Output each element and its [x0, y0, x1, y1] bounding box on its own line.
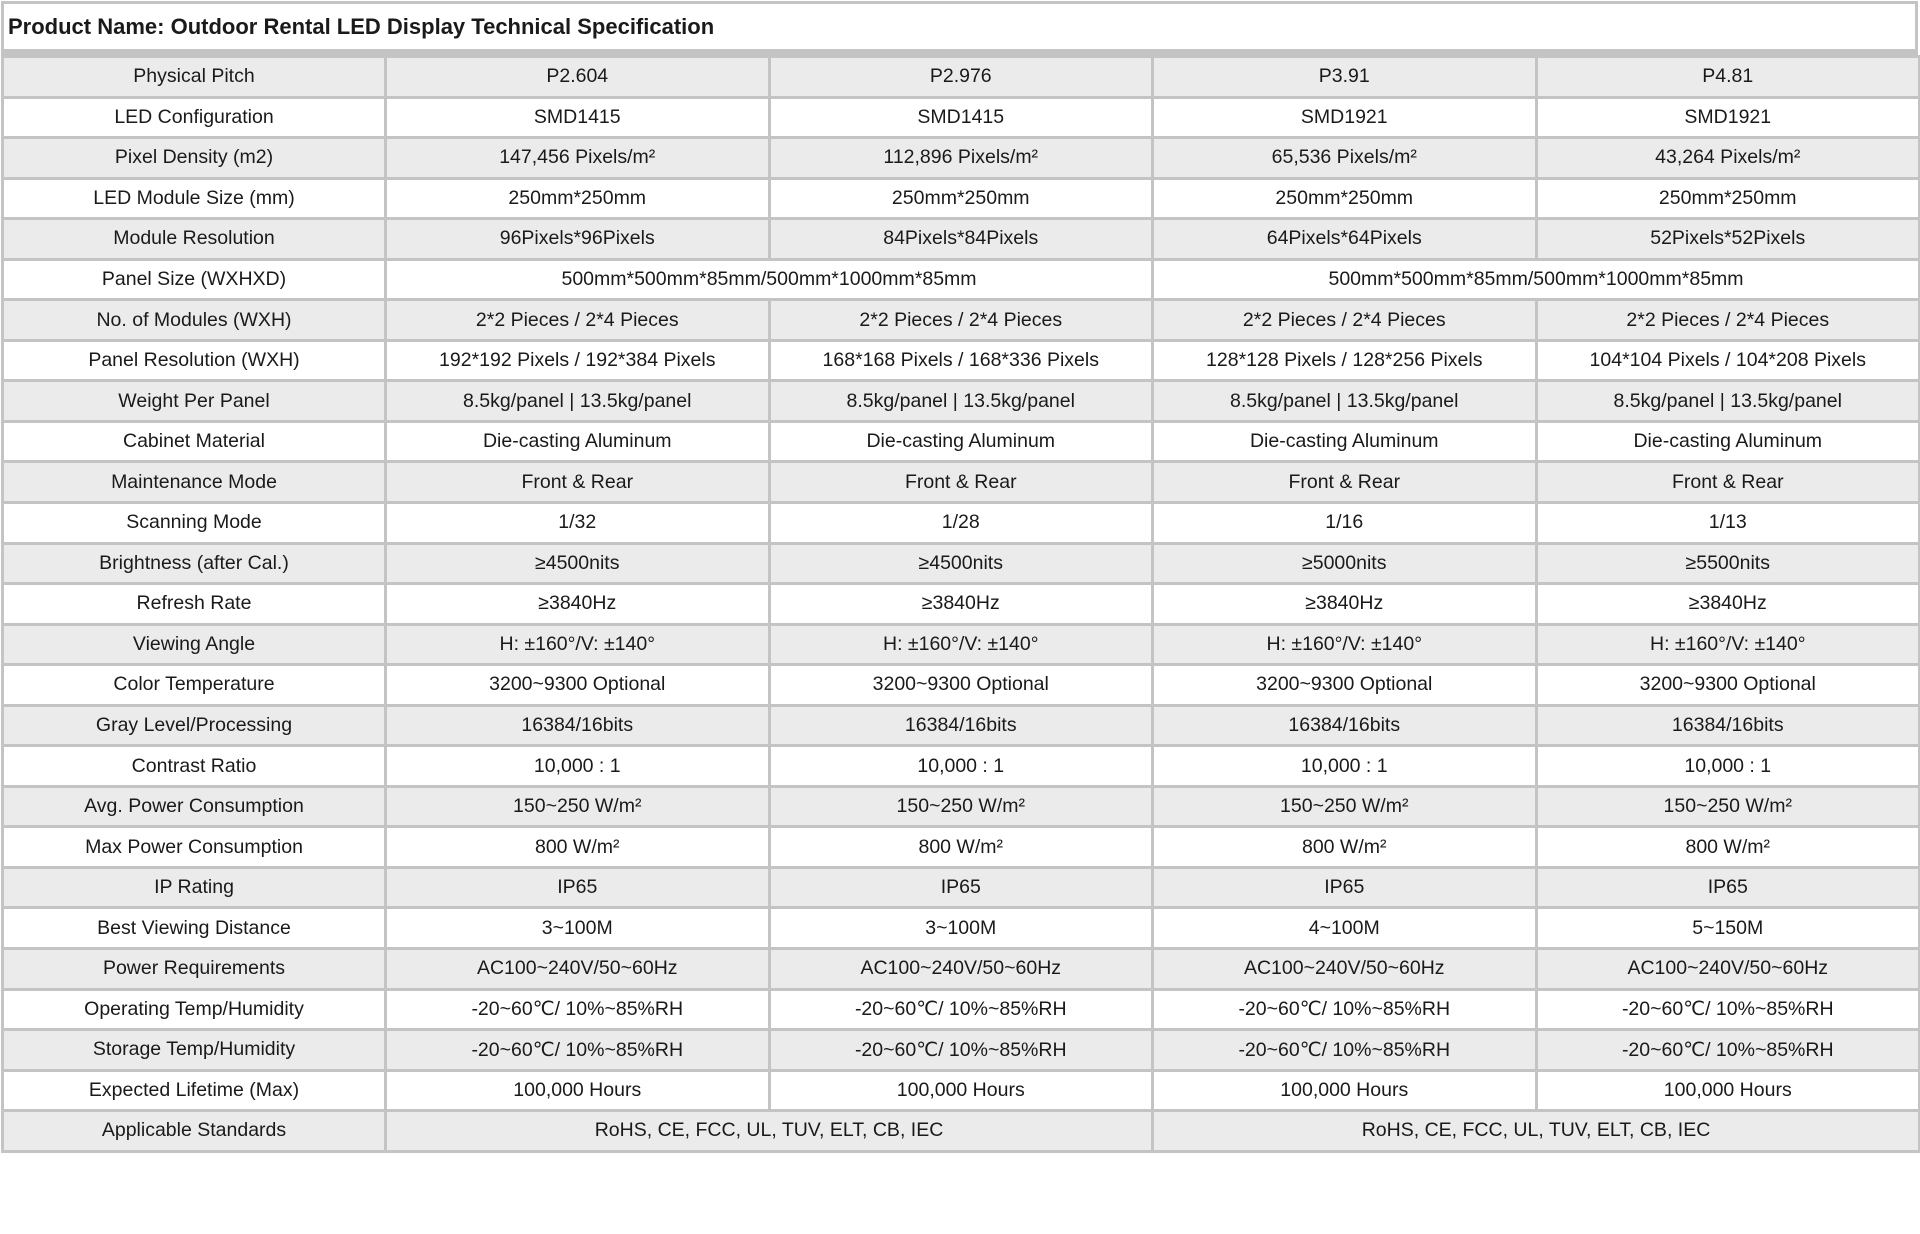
table-cell: 16384/16bits: [769, 705, 1153, 746]
table-row: [3, 503, 1920, 544]
table-row: [3, 584, 1920, 625]
table-cell: 16384/16bits: [1153, 705, 1537, 746]
table-cell: ≥4500nits: [769, 543, 1153, 584]
row-label: Module Resolution: [3, 219, 386, 260]
table-cell: P2.976: [769, 57, 1153, 98]
table-cell: ≥5500nits: [1536, 543, 1920, 584]
table-row: [3, 1030, 1920, 1071]
table-cell: Die-casting Aluminum: [769, 421, 1153, 462]
merged-cell: 500mm*500mm*85mm/500mm*1000mm*85mm: [386, 259, 1153, 300]
table-cell: 2*2 Pieces / 2*4 Pieces: [769, 300, 1153, 341]
table-row: [3, 705, 1920, 746]
merged-cell: RoHS, CE, FCC, UL, TUV, ELT, CB, IEC: [1153, 1111, 1920, 1152]
table-cell: H: ±160°/V: ±140°: [1153, 624, 1537, 665]
table-cell: 250mm*250mm: [1536, 178, 1920, 219]
table-row: [3, 219, 1920, 260]
table-cell: Die-casting Aluminum: [386, 421, 770, 462]
table-cell: Die-casting Aluminum: [1536, 421, 1920, 462]
table-cell: 5~150M: [1536, 908, 1920, 949]
table-cell: 150~250 W/m²: [1536, 786, 1920, 827]
row-label: Color Temperature: [3, 665, 386, 706]
table-cell: 4~100M: [1153, 908, 1537, 949]
table-cell: Front & Rear: [1153, 462, 1537, 503]
table-row: [3, 827, 1920, 868]
table-cell: 43,264 Pixels/m²: [1536, 138, 1920, 179]
table-cell: Front & Rear: [386, 462, 770, 503]
row-label: Maintenance Mode: [3, 462, 386, 503]
table-row: [3, 949, 1920, 990]
table-cell: IP65: [1536, 867, 1920, 908]
table-cell: 100,000 Hours: [1536, 1070, 1920, 1111]
table-cell: 168*168 Pixels / 168*336 Pixels: [769, 340, 1153, 381]
spec-sheet: [1, 1, 1918, 1153]
row-label: Best Viewing Distance: [3, 908, 386, 949]
table-cell: ≥4500nits: [386, 543, 770, 584]
table-cell: 147,456 Pixels/m²: [386, 138, 770, 179]
row-label: Contrast Ratio: [3, 746, 386, 787]
table-cell: 100,000 Hours: [386, 1070, 770, 1111]
merged-cell: RoHS, CE, FCC, UL, TUV, ELT, CB, IEC: [386, 1111, 1153, 1152]
table-cell: 84Pixels*84Pixels: [769, 219, 1153, 260]
table-cell: Front & Rear: [1536, 462, 1920, 503]
row-label: Avg. Power Consumption: [3, 786, 386, 827]
row-label: No. of Modules (WXH): [3, 300, 386, 341]
table-row: [3, 867, 1920, 908]
table-cell: 100,000 Hours: [769, 1070, 1153, 1111]
table-cell: H: ±160°/V: ±140°: [1536, 624, 1920, 665]
table-cell: P2.604: [386, 57, 770, 98]
table-cell: Die-casting Aluminum: [1153, 421, 1537, 462]
table-cell: 128*128 Pixels / 128*256 Pixels: [1153, 340, 1537, 381]
table-cell: 3200~9300 Optional: [769, 665, 1153, 706]
table-cell: H: ±160°/V: ±140°: [769, 624, 1153, 665]
table-cell: 10,000 : 1: [1153, 746, 1537, 787]
table-cell: 52Pixels*52Pixels: [1536, 219, 1920, 260]
table-cell: AC100~240V/50~60Hz: [1536, 949, 1920, 990]
table-cell: 16384/16bits: [386, 705, 770, 746]
table-row: [3, 259, 1920, 300]
table-cell: 3200~9300 Optional: [1153, 665, 1537, 706]
table-cell: 8.5kg/panel | 13.5kg/panel: [1536, 381, 1920, 422]
table-row: [3, 462, 1920, 503]
table-cell: -20~60℃/ 10%~85%RH: [769, 989, 1153, 1030]
table-cell: IP65: [769, 867, 1153, 908]
table-cell: 16384/16bits: [1536, 705, 1920, 746]
row-label: Pixel Density (m2): [3, 138, 386, 179]
table-cell: -20~60℃/ 10%~85%RH: [1153, 1030, 1537, 1071]
table-row: [3, 381, 1920, 422]
row-label: Physical Pitch: [3, 57, 386, 98]
table-row: [3, 57, 1920, 98]
spec-table-body: [3, 57, 1920, 1152]
table-cell: 10,000 : 1: [386, 746, 770, 787]
table-cell: 250mm*250mm: [1153, 178, 1537, 219]
merged-cell: 500mm*500mm*85mm/500mm*1000mm*85mm: [1153, 259, 1920, 300]
table-cell: ≥3840Hz: [1536, 584, 1920, 625]
table-cell: 10,000 : 1: [1536, 746, 1920, 787]
table-cell: -20~60℃/ 10%~85%RH: [1536, 989, 1920, 1030]
row-label: Gray Level/Processing: [3, 705, 386, 746]
table-cell: AC100~240V/50~60Hz: [386, 949, 770, 990]
table-cell: 8.5kg/panel | 13.5kg/panel: [1153, 381, 1537, 422]
table-row: [3, 421, 1920, 462]
table-cell: 1/16: [1153, 503, 1537, 544]
table-cell: IP65: [386, 867, 770, 908]
row-label: Viewing Angle: [3, 624, 386, 665]
row-label: Applicable Standards: [3, 1111, 386, 1152]
table-row: [3, 138, 1920, 179]
table-cell: 1/13: [1536, 503, 1920, 544]
table-row: [3, 665, 1920, 706]
table-cell: 65,536 Pixels/m²: [1153, 138, 1537, 179]
table-cell: 800 W/m²: [1153, 827, 1537, 868]
table-cell: 800 W/m²: [386, 827, 770, 868]
table-row: [3, 786, 1920, 827]
table-cell: ≥3840Hz: [769, 584, 1153, 625]
row-label: Panel Resolution (WXH): [3, 340, 386, 381]
table-cell: ≥5000nits: [1153, 543, 1537, 584]
table-cell: 2*2 Pieces / 2*4 Pieces: [386, 300, 770, 341]
table-cell: SMD1415: [386, 97, 770, 138]
table-row: [3, 300, 1920, 341]
row-label: Scanning Mode: [3, 503, 386, 544]
table-cell: -20~60℃/ 10%~85%RH: [386, 1030, 770, 1071]
table-cell: 100,000 Hours: [1153, 1070, 1537, 1111]
table-cell: -20~60℃/ 10%~85%RH: [1536, 1030, 1920, 1071]
table-cell: H: ±160°/V: ±140°: [386, 624, 770, 665]
table-cell: SMD1415: [769, 97, 1153, 138]
table-row: [3, 178, 1920, 219]
row-label: Cabinet Material: [3, 421, 386, 462]
row-label: LED Module Size (mm): [3, 178, 386, 219]
table-cell: 8.5kg/panel | 13.5kg/panel: [769, 381, 1153, 422]
table-cell: -20~60℃/ 10%~85%RH: [386, 989, 770, 1030]
table-cell: AC100~240V/50~60Hz: [1153, 949, 1537, 990]
table-cell: 150~250 W/m²: [386, 786, 770, 827]
table-cell: 3200~9300 Optional: [386, 665, 770, 706]
table-cell: 64Pixels*64Pixels: [1153, 219, 1537, 260]
table-row: [3, 624, 1920, 665]
table-row: [3, 1111, 1920, 1152]
table-cell: 800 W/m²: [1536, 827, 1920, 868]
table-cell: SMD1921: [1153, 97, 1537, 138]
row-label: Storage Temp/Humidity: [3, 1030, 386, 1071]
table-cell: 10,000 : 1: [769, 746, 1153, 787]
table-cell: 3200~9300 Optional: [1536, 665, 1920, 706]
table-cell: 800 W/m²: [769, 827, 1153, 868]
table-cell: -20~60℃/ 10%~85%RH: [769, 1030, 1153, 1071]
table-cell: 96Pixels*96Pixels: [386, 219, 770, 260]
row-label: Power Requirements: [3, 949, 386, 990]
row-label: Expected Lifetime (Max): [3, 1070, 386, 1111]
table-cell: 112,896 Pixels/m²: [769, 138, 1153, 179]
table-cell: 3~100M: [386, 908, 770, 949]
table-cell: 1/28: [769, 503, 1153, 544]
table-row: [3, 543, 1920, 584]
table-row: [3, 340, 1920, 381]
table-cell: 2*2 Pieces / 2*4 Pieces: [1153, 300, 1537, 341]
row-label: Max Power Consumption: [3, 827, 386, 868]
table-cell: 150~250 W/m²: [1153, 786, 1537, 827]
table-row: [3, 746, 1920, 787]
table-row: [3, 908, 1920, 949]
table-cell: SMD1921: [1536, 97, 1920, 138]
page-title: Product Name: Outdoor Rental LED Display Technical Specification: [1, 1, 1918, 55]
table-cell: 104*104 Pixels / 104*208 Pixels: [1536, 340, 1920, 381]
table-cell: -20~60℃/ 10%~85%RH: [1153, 989, 1537, 1030]
table-cell: P3.91: [1153, 57, 1537, 98]
row-label: IP Rating: [3, 867, 386, 908]
table-cell: 1/32: [386, 503, 770, 544]
table-cell: ≥3840Hz: [386, 584, 770, 625]
table-cell: 150~250 W/m²: [769, 786, 1153, 827]
row-label: Refresh Rate: [3, 584, 386, 625]
table-cell: IP65: [1153, 867, 1537, 908]
table-cell: 250mm*250mm: [769, 178, 1153, 219]
row-label: Weight Per Panel: [3, 381, 386, 422]
row-label: Brightness (after Cal.): [3, 543, 386, 584]
table-row: [3, 97, 1920, 138]
table-cell: Front & Rear: [769, 462, 1153, 503]
row-label: Operating Temp/Humidity: [3, 989, 386, 1030]
spec-table: [1, 55, 1920, 1153]
table-cell: ≥3840Hz: [1153, 584, 1537, 625]
table-cell: AC100~240V/50~60Hz: [769, 949, 1153, 990]
table-cell: 8.5kg/panel | 13.5kg/panel: [386, 381, 770, 422]
table-row: [3, 1070, 1920, 1111]
table-row: [3, 989, 1920, 1030]
row-label: Panel Size (WXHXD): [3, 259, 386, 300]
table-cell: 3~100M: [769, 908, 1153, 949]
table-cell: 2*2 Pieces / 2*4 Pieces: [1536, 300, 1920, 341]
row-label: LED Configuration: [3, 97, 386, 138]
table-cell: 250mm*250mm: [386, 178, 770, 219]
table-cell: 192*192 Pixels / 192*384 Pixels: [386, 340, 770, 381]
table-cell: P4.81: [1536, 57, 1920, 98]
